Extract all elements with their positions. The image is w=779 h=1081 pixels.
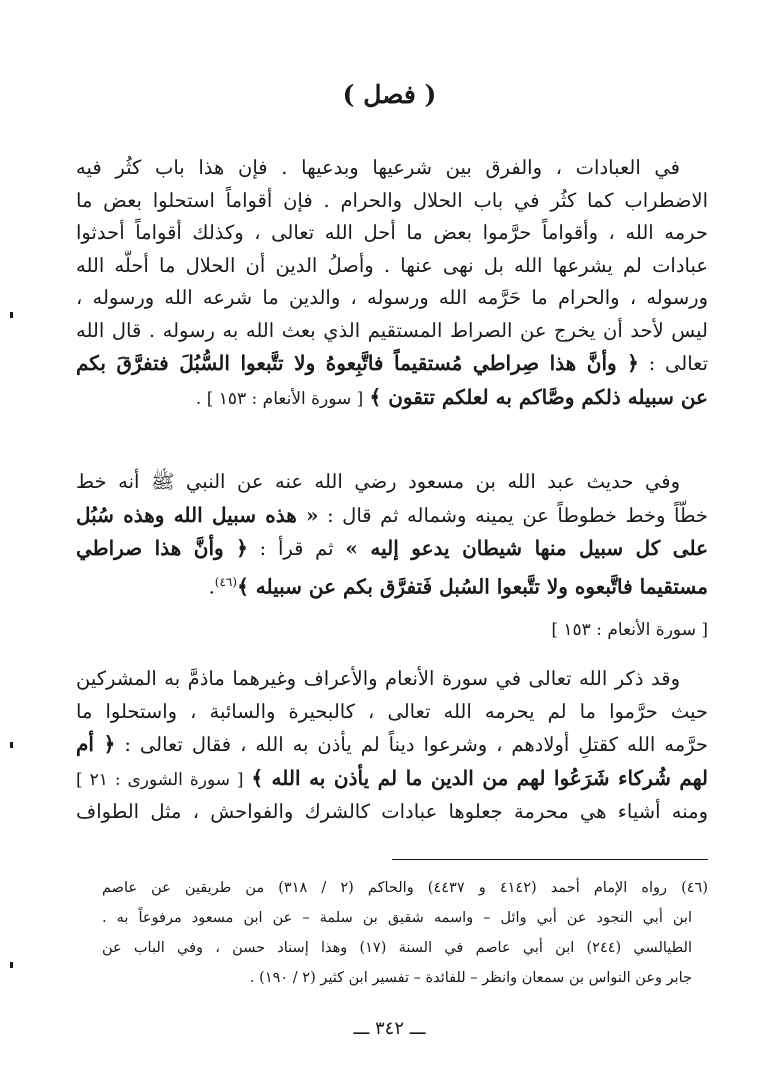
paragraph-1-line-5: ورسوله ، والحرام ما حَرَّمه الله ورسوله ، والدين ما شرعه الله ورسوله ، [76, 286, 708, 309]
paragraph-2 [76, 466, 708, 604]
verse-reference: [ سورة الشورى : ٢١ ] [76, 769, 244, 790]
quran-verse: ﴿ وأنَّ هذا صِراطي مُستقيماً فاتَّبِعوهُ ولا تتَّبعوا السُّبُلَ فتفرَّقَ بكم [76, 351, 639, 375]
paragraph-2-line-1: وفي حديث عبد الله بن مسعود رضي الله عنه عن النبي ﷺ أنه خط [76, 470, 680, 493]
paragraph-1-line-3: حرمه الله ، وأقواماً حرَّموا بعض ما أحل الله تعالى ، وكذلك أقواماً أحدثوا [76, 221, 708, 244]
verse-reference: [ سورة الأنعام : ١٥٣ ] [551, 620, 708, 640]
margin-speck [10, 742, 13, 748]
quran-verse: ﴿ وأنَّ هذا صراطي [76, 536, 248, 560]
footnote-divider [392, 859, 708, 860]
margin-speck [10, 312, 13, 318]
footnotes [102, 873, 708, 993]
footnote-marker: (٤٦) [214, 574, 238, 589]
text-fragment: حرَّمه الله كقتلِ أولادهم ، وشرعوا ديناً لم يأذن به الله ، فقال تعالى : [124, 733, 708, 756]
paragraph-1 [76, 152, 708, 415]
text-fragment: ثم قرأ : [259, 537, 334, 560]
text-fragment: تعالى : [648, 352, 708, 375]
verse-reference: [ سورة الأنعام : ١٥٣ ] . [195, 388, 364, 409]
paragraph-1-line-6: ليس لأحد أن يخرج عن الصراط المستقيم الذي بعث الله به رسوله . قال الله [76, 318, 708, 342]
quran-verse: مستقيما فاتَّبعوه ولا تتَّبعوا السُبل فَتفرَّق بكم عن سبيله ﴾ [237, 574, 708, 598]
quran-verse: لهم شُركاء شَرَعُوا لهم من الدين ما لم يأذن به الله ﴾ [251, 765, 708, 790]
footnote-line-2: ابن أبي النجود عن أبي وائل – واسمه شقيق بن سلمة – عن ابن مسعود مرفوعاً به . [102, 910, 692, 926]
hadith-quote: « هذه سبيل الله وهذه سُبُل [76, 502, 319, 527]
margin-speck [10, 962, 13, 968]
paragraph-2-line-4 [76, 566, 708, 604]
paragraph-1-line-8 [76, 381, 708, 416]
quran-verse: ﴿ أم [76, 732, 116, 756]
text-fragment: خطّاً وخط خطوطاً عن يمينه وشماله ثم قال : [327, 503, 708, 527]
footnote-line-1: (٤٦) رواه الإمام أحمد (٤١٤٢ و ٤٤٣٧) والحاكم (٢ / ٣١٨) من طريقين عن عاصم [102, 880, 708, 896]
section-heading: ( فصل ) [342, 80, 437, 109]
paragraph-3 [76, 663, 708, 829]
footnote-line-4: جابر وعن النواس بن سمعان وانظر – للفائدة – تفسير ابن كثير (٢ / ١٩٠) . [249, 970, 692, 986]
paragraph-3-line-5: ومنه أشياء هي محرمة جعلوها عبادات كالشرك والفواحش ، مثل الطواف [76, 800, 708, 823]
text-fragment: . [208, 575, 215, 598]
page-number: ـــ ٣٤٢ ـــ [353, 1018, 426, 1039]
paragraph-1-line-4: عبادات لم يشرعها الله بل نهى عنها . وأصلُ الدين أن الحلال ما أحلَّه الله [76, 253, 708, 277]
paragraph-1-line-7 [76, 347, 708, 381]
paragraph-3-line-2: حيث حرَّموا ما لم يحرمه الله تعالى ، كالبحيرة والسائبة ، واستحلوا ما [76, 699, 708, 723]
quran-verse: عن سبيله ذلكم وصَّاكم به لعلكم تتقون ﴾ [369, 384, 708, 409]
paragraph-3-line-1: وقد ذكر الله تعالى في سورة الأنعام والأعراف وغيرهما ماذمَّ به المشركين [76, 667, 680, 690]
paragraph-2-line-2 [76, 499, 708, 533]
paragraph-1-line-2: الاضطراب كما كثُر في باب الحلال والحرام . فإن أقواماً استحلوا بعض ما [76, 188, 708, 212]
paragraph-3-line-3 [76, 728, 708, 762]
hadith-quote: على كل سبيل منها شيطان يدعو إليه » [345, 536, 708, 560]
paragraph-3-line-4 [76, 762, 708, 797]
footnote-line-3: الطيالسي (٢٤٤) ابن أبي عاصم في السنة (١٧) وهذا إسناد حسن ، وفي الباب عن [102, 940, 692, 956]
paragraph-2-line-3 [76, 532, 708, 566]
paragraph-1-line-1: في العبادات ، والفرق بين شرعيها وبدعيها . فإن هذا باب كثُر فيه [76, 156, 680, 179]
